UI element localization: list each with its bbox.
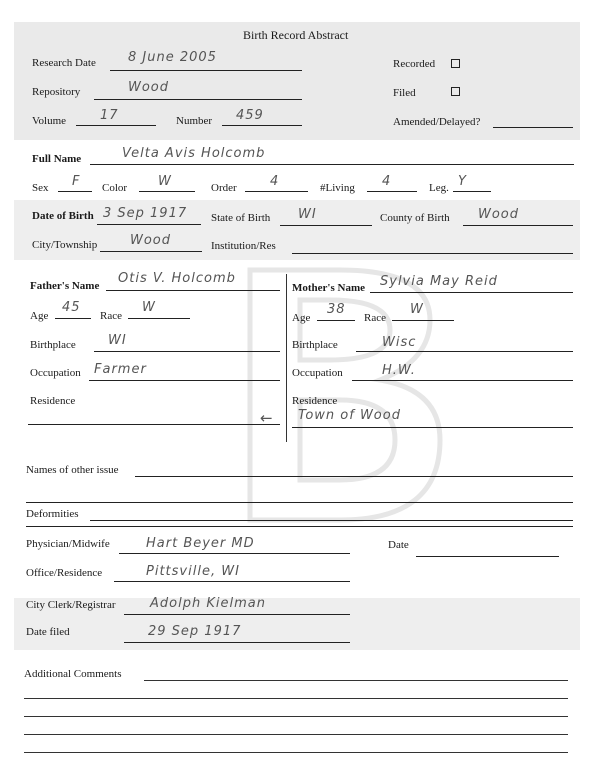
office-residence-line[interactable] — [114, 581, 350, 582]
date-line[interactable] — [416, 556, 559, 557]
date-of-birth-label: Date of Birth — [32, 210, 94, 222]
father-race-value: W — [142, 300, 156, 315]
city-clerk-line[interactable] — [124, 614, 350, 615]
repository-label: Repository — [32, 86, 81, 98]
repository-value: Wood — [128, 80, 170, 95]
mothers-name-line[interactable] — [370, 292, 573, 293]
filed-checkbox[interactable] — [451, 87, 460, 96]
mothers-name-value: Sylvia May Reid — [380, 274, 498, 289]
father-birthplace-value: WI — [108, 333, 127, 348]
amended-line[interactable] — [493, 127, 573, 128]
father-birthplace-label: Birthplace — [30, 339, 76, 351]
research-date-line[interactable] — [110, 70, 302, 71]
state-of-birth-line[interactable] — [280, 225, 372, 226]
mother-birthplace-value: Wisc — [382, 335, 417, 350]
county-of-birth-label: County of Birth — [380, 212, 450, 224]
father-residence-line[interactable] — [28, 424, 280, 425]
mother-age-line[interactable] — [317, 320, 355, 321]
number-line[interactable] — [222, 125, 302, 126]
county-of-birth-value: Wood — [478, 207, 520, 222]
sex-value: F — [72, 174, 81, 189]
mother-race-label: Race — [364, 312, 386, 324]
city-township-value: Wood — [130, 233, 172, 248]
leg-label: Leg. — [429, 182, 449, 194]
names-other-issue-line-2[interactable] — [26, 502, 573, 503]
comments-line-5[interactable] — [24, 752, 568, 753]
deformities-label: Deformities — [26, 508, 79, 520]
comments-line-2[interactable] — [24, 698, 568, 699]
father-age-label: Age — [30, 310, 49, 322]
mother-residence-label: Residence — [292, 395, 338, 407]
number-value: 459 — [236, 108, 264, 123]
color-line[interactable] — [139, 191, 195, 192]
sex-label: Sex — [32, 182, 49, 194]
mother-residence-line[interactable] — [292, 427, 573, 428]
comments-line-3[interactable] — [24, 716, 568, 717]
mother-residence-value: Town of Wood — [298, 408, 401, 423]
state-of-birth-label: State of Birth — [211, 212, 271, 224]
living-line[interactable] — [367, 191, 417, 192]
deformities-line-1[interactable] — [90, 520, 573, 521]
comments-line-1[interactable] — [144, 680, 568, 681]
institution-label: Institution/Res — [211, 240, 276, 252]
amended-label: Amended/Delayed? — [393, 116, 481, 128]
city-township-line[interactable] — [100, 251, 202, 252]
full-name-value: Velta Avis Holcomb — [122, 146, 266, 161]
father-birthplace-line[interactable] — [94, 351, 280, 352]
mother-occupation-label: Occupation — [292, 367, 343, 379]
fathers-name-line[interactable] — [106, 290, 280, 291]
date-of-birth-value: 3 Sep 1917 — [103, 206, 188, 221]
mothers-name-label: Mother's Name — [292, 282, 366, 294]
state-of-birth-value: WI — [298, 207, 317, 222]
repository-line[interactable] — [94, 99, 302, 100]
full-name-line[interactable] — [90, 164, 574, 165]
mother-occupation-value: H.W. — [382, 363, 416, 378]
city-clerk-value: Adolph Kielman — [150, 596, 266, 611]
additional-comments-label: Additional Comments — [24, 668, 122, 680]
father-occupation-label: Occupation — [30, 367, 81, 379]
father-age-value: 45 — [62, 300, 81, 315]
volume-label: Volume — [32, 115, 67, 127]
leg-value: Y — [458, 174, 467, 189]
research-date-value: 8 June 2005 — [128, 50, 217, 65]
number-label: Number — [176, 115, 213, 127]
date-label: Date — [388, 539, 409, 551]
names-other-issue-label: Names of other issue — [26, 464, 119, 476]
mother-occupation-line[interactable] — [352, 380, 573, 381]
leg-line[interactable] — [453, 191, 491, 192]
form-title: Birth Record Abstract — [243, 28, 349, 42]
city-township-label: City/Township — [32, 239, 98, 251]
living-value: 4 — [382, 174, 392, 189]
mother-age-value: 38 — [327, 302, 346, 317]
color-label: Color — [102, 182, 128, 194]
parents-divider — [286, 274, 287, 442]
physician-label: Physician/Midwife — [26, 538, 110, 550]
father-race-line[interactable] — [128, 318, 190, 319]
date-of-birth-line[interactable] — [97, 224, 201, 225]
office-residence-label: Office/Residence — [26, 567, 103, 579]
recorded-label: Recorded — [393, 58, 436, 70]
office-residence-value: Pittsville, WI — [146, 564, 240, 579]
comments-line-4[interactable] — [24, 734, 568, 735]
living-label: #Living — [320, 182, 355, 194]
county-of-birth-line[interactable] — [463, 225, 573, 226]
names-other-issue-line-1[interactable] — [135, 476, 573, 477]
physician-value: Hart Beyer MD — [146, 536, 255, 551]
mother-birthplace-label: Birthplace — [292, 339, 338, 351]
order-value: 4 — [270, 174, 280, 189]
volume-line[interactable] — [76, 125, 156, 126]
mother-race-value: W — [410, 302, 424, 317]
fathers-name-value: Otis V. Holcomb — [118, 271, 236, 286]
recorded-checkbox[interactable] — [451, 59, 460, 68]
father-occupation-value: Farmer — [94, 362, 147, 377]
residence-arrow: ← — [260, 409, 274, 427]
father-race-label: Race — [100, 310, 122, 322]
mother-birthplace-line[interactable] — [356, 351, 573, 352]
father-occupation-line[interactable] — [89, 380, 280, 381]
date-filed-line[interactable] — [124, 642, 350, 643]
date-filed-value: 29 Sep 1917 — [148, 624, 242, 639]
filed-label: Filed — [393, 87, 416, 99]
order-line[interactable] — [245, 191, 308, 192]
father-residence-label: Residence — [30, 395, 76, 407]
date-filed-label: Date filed — [26, 626, 70, 638]
color-value: W — [158, 174, 172, 189]
order-label: Order — [211, 182, 237, 194]
mother-age-label: Age — [292, 312, 311, 324]
institution-line[interactable] — [292, 253, 573, 254]
sex-line[interactable] — [58, 191, 92, 192]
fathers-name-label: Father's Name — [30, 280, 100, 292]
father-age-line[interactable] — [55, 318, 91, 319]
full-name-label: Full Name — [32, 153, 82, 165]
research-date-label: Research Date — [32, 57, 96, 69]
mother-race-line[interactable] — [392, 320, 454, 321]
deformities-line-2[interactable] — [26, 526, 573, 527]
volume-value: 17 — [100, 108, 119, 123]
physician-line[interactable] — [119, 553, 350, 554]
city-clerk-label: City Clerk/Registrar — [26, 599, 116, 611]
